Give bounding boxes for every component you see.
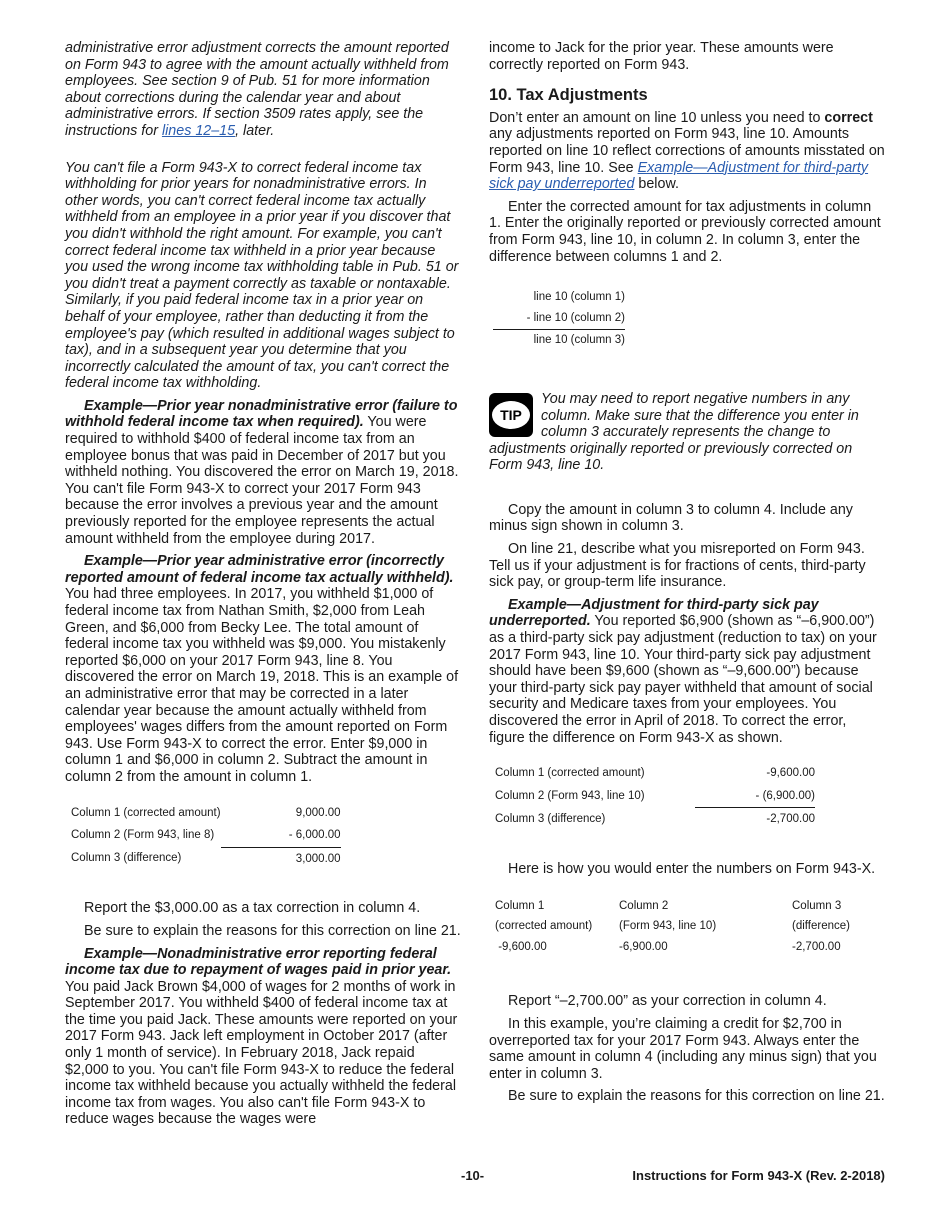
tax-adjust-paragraph: Don’t enter an amount on line 10 unless you need to correct any adjustments reported on Form 943, line 10. Amounts reported on line 10 reflect corrections of amounts misstated on Form 943, line 10. See Example—Adjustment for third-party sick pay underreported below. — [489, 109, 885, 193]
example-adjustment-link[interactable]: Example—Adjustment for third-party sick pay underreported — [489, 159, 869, 193]
how-to-enter-paragraph: Here is how you would enter the numbers on Form 943-X. — [508, 860, 876, 877]
example-3: Example—Nonadministrative error reporting federal income tax due to repayment of wages paid in prior year. You paid Jack Brown $4,000 of wages for 2 months of work in September 2017. You withheld $400 of federal income tax at the time you paid Jack. These amounts were reported on your 2017 Form 943. Jack left employment in October 2017 (after only 1 month of service). In February 2018, Jack repaid $2,000 to you. You can't file Form 943-X to reduce the federal income tax withheld because you actually withheld the federal income tax from wages. You also can't file Form 943-X to reduce wages because the wages were — [65, 945, 458, 1128]
explain-paragraph-right: Be sure to explain the reasons for this correction on line 21. — [508, 1088, 885, 1105]
page-number: -10- — [461, 1168, 485, 1183]
footer-title: Instructions for Form 943-X (Rev. 2-2018) — [632, 1168, 885, 1183]
table-row: -9,600.00 -6,900.00 -2,700.00 — [495, 940, 841, 953]
nonadmin-paragraph: You can't file a Form 943-X to correct federal income tax withholding for prior years for nonadministrative errors. In other words, you can't correct federal income tax actually withheld from an employee in a prior year if you discover that you didn't withhold the right amount. For example, you can't correct federal income tax withheld in a prior year because you used the wrong income tax withholding table in Pub. 51 or you didn't treat a payment correctly as taxable or nontaxable. Similarly, if you paid federal income tax in a prior year on behalf of your employee, rather than deducting it from the employee's pay (which resulted in additional wages subject to tax), and in a subsequent year you determine that you incorrectly calculated the amount of tax, you can't correct the federal income tax withholding. — [65, 159, 459, 392]
admin-error-paragraph: administrative error adjustment corrects the amount reported on Form 943 to agree with the amount actually withheld from employees. See section 9 of Pub. 51 for more information about corrections during the calendar year and about administrative errors. If section 3509 rates apply, see the instructions for lines 12–15, later. — [65, 40, 449, 139]
line21-paragraph: On line 21, describe what you misreported on Form 943. Tell us if your adjustment is for fractions of cents, third-party sick pay, or group-term life insurance. — [489, 541, 866, 591]
line10-formula: line 10 (column 1) - line 10 (column 2) line 10 (column 3) — [493, 287, 625, 351]
table-row: Column 1 Column 2 Column 3 — [495, 899, 842, 912]
table-row: Column 3 (difference) -2,700.00 — [495, 813, 815, 826]
example-sick-pay: Example—Adjustment for third-party sick pay underreported. You reported $6,900 (shown as “–6,900.00”) as a third-party sick pay adjustment (reduction to tax) on your 2017 Form 943, line 10. Your third-party sick pay adjustment should have been $9,600 (shown as “–9,600.00”) because your third-party sick pay payer withheld that amount of social security and Medicare taxes from your employees. You discovered the error in April of 2018. To correct the error, figure the difference on Form 943-X as shown. — [489, 596, 877, 746]
tip-icon: TIP — [489, 393, 533, 437]
form-columns-table — [495, 896, 850, 958]
enter-corrected-paragraph: Enter the corrected amount for tax adjustments in column 1. Enter the originally reported or previously corrected amount from Form 943, line 10, in column 2. In column 3, enter the difference between columns 1 and 2. — [489, 198, 881, 265]
table-row: (corrected amount) (Form 943, line 10) (difference) — [495, 920, 850, 933]
copy-paragraph: Copy the amount in column 3 to column 4. Include any minus sign shown in column 3. — [489, 501, 853, 535]
table-row: Column 1 (corrected amount) 9,000.00 — [71, 806, 341, 819]
report-correction-paragraph: Report “–2,700.00” as your correction in column 4. — [508, 993, 827, 1010]
table-row: Column 3 (difference) 3,000.00 — [71, 852, 341, 865]
section-heading: 10. Tax Adjustments — [489, 86, 648, 105]
example-2: Example—Prior year administrative error (incorrectly reported amount of federal income tax actually withheld). You had three employees. In 2017, you withheld $1,000 of federal income tax from Nathan Smith, $2,000 from Leah Green, and $6,000 from Becky Lee. The total amount of federal income tax you withheld was $9,000. You mistakenly reported $6,000 on your 2017 Form 943, line 8. You discovered the error on March 19, 2018. This is an example of an administrative error that may be corrected in a later calendar year because the amount actually withheld from employees' wages differs from the amount reported on Form 943. Use Form 943-X to correct the error. Enter $9,000 in column 1 and $6,000 in column 2. Subtract the amount in column 2 from the amount in column 1. — [65, 553, 459, 785]
table-row: Column 2 (Form 943, line 8) - 6,000.00 — [71, 824, 341, 847]
continued-paragraph: income to Jack for the prior year. These amounts were correctly reported on Form 943. — [489, 40, 834, 73]
left-column — [65, 40, 461, 1134]
explain-paragraph: Be sure to explain the reasons for this correction on line 21. — [84, 922, 461, 939]
tip-box: TIP You may need to report negative numbers in any column. Make sure that the difference you enter in column 3 accurately represents the change to adjustments originally reported or previously corrected on Form 943, line 10. — [489, 390, 859, 474]
report-paragraph: Report the $3,000.00 as a tax correction in column 4. — [84, 900, 421, 917]
table-row: Column 2 (Form 943, line 10) - (6,900.00) — [495, 785, 815, 808]
credit-paragraph: In this example, you’re claiming a credit for $2,700 in overreported tax for your 2017 Form 943. Always enter the same amount in column 4 (including any minus sign) that you enter in column 3. — [489, 1015, 877, 1082]
table-row: Column 1 (corrected amount) -9,600.00 — [495, 767, 815, 780]
right-column — [489, 40, 885, 1111]
example-1: Example—Prior year nonadministrative error (failure to withhold federal income tax when required). You were required to withhold $400 of federal income tax from an employee bonus that was paid in December of 2017 but you withheld nothing. You discovered the error on March 19, 2018. You can't file Form 943-X to correct your 2017 Form 943 because the error involves a previous year and the amount previously reported for the employee represents the actual amount withheld from the employee during 2017. — [65, 397, 459, 547]
lines-12-15-link[interactable]: lines 12–15 — [161, 122, 236, 139]
calc-table-left — [71, 802, 341, 871]
calc-table-right — [495, 762, 815, 831]
